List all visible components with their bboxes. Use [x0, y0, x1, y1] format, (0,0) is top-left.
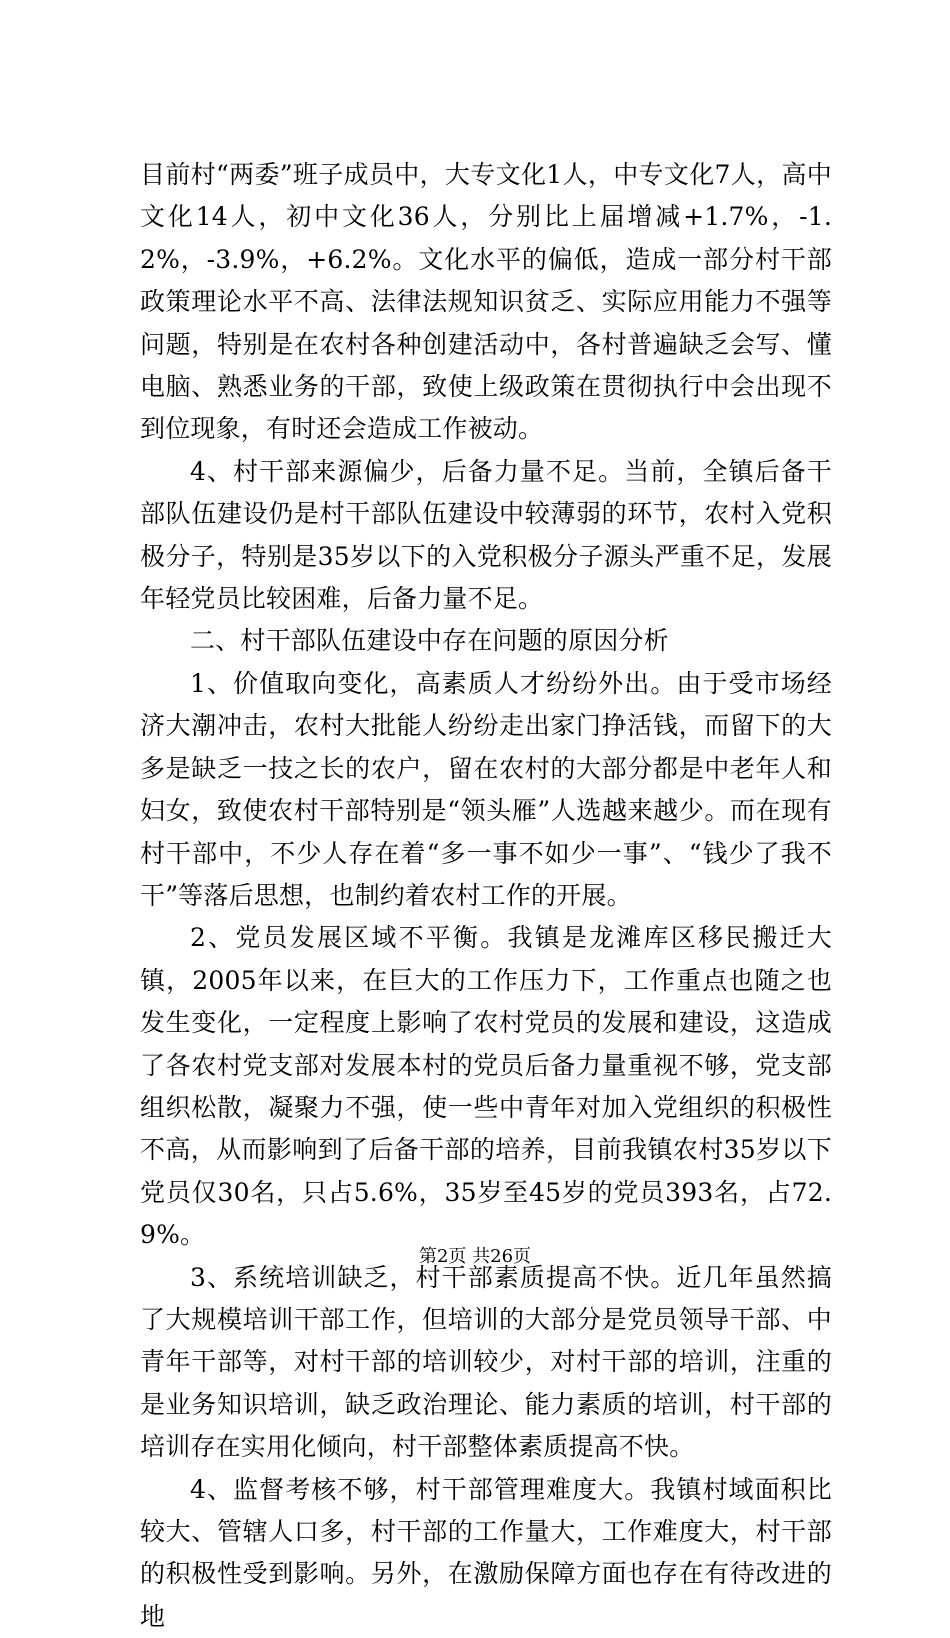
page-number-footer: 第2页 共26页	[418, 1246, 532, 1267]
paragraph-cause-2-party-development: 2、党员发展区域不平衡。我镇是龙滩库区移民搬迁大镇，2005年以来，在巨大的工作压力下，工作重点也随之也发生变化，一定程度上影响了农村党员的发展和建设，这造成了各农村党支部对发展本村的党员后备力量重视不够，党支部组织松散，凝聚力不强，使一些中青年对加入党组织的积极性不高，从而影响到了后备干部的培养，目前我镇农村35岁以下党员仅30名，只占5.6%，35岁至45岁的党员393名，占72.9%。	[140, 923, 832, 1250]
paragraph-cause-4-supervision: 4、监督考核不够，村干部管理难度大。我镇村域面积比较大、管辖人口多，村干部的工作量大，工作难度大，村干部的积极性受到影响。另外，在激励保障方面也存在有待改进的地	[140, 1474, 832, 1631]
document-body	[140, 154, 832, 1638]
paragraph-point-4-cadre-sources: 4、村干部来源偏少，后备力量不足。当前，全镇后备干部队伍建设仍是村干部队伍建设中较薄弱的环节，农村入党积极分子，特别是35岁以下的入党积极分子源头严重不足，发展年轻党员比较困难，后备力量不足。	[140, 456, 832, 614]
paragraph-cause-1-value-orientation: 1、价值取向变化，高素质人才纷纷外出。由于受市场经济大潮冲击，农村大批能人纷纷走出家门挣活钱，而留下的大多是缺乏一技之长的农户，留在农村的大部分都是中老年人和妇女，致使农村干部特别是“领头雁”人选越来越少。而在现有村干部中，不少人存在着“多一事不如少一事”、“钱少了我不干”等落后思想，也制约着农村工作的开展。	[140, 668, 832, 910]
paragraph-cause-3-training: 3、系统培训缺乏，村干部素质提高不快。近几年虽然搞了大规模培训干部工作，但培训的大部分是党员领导干部、中青年干部等，对村干部的培训较少，对村干部的培训，注重的是业务知识培训，缺乏政治理论、能力素质的培训，村干部的培训存在实用化倾向，村干部整体素质提高不快。	[140, 1262, 832, 1462]
section-heading-cause-analysis: 二、村干部队伍建设中存在问题的原因分析	[190, 626, 669, 656]
paragraph-education-levels: 目前村“两委”班子成员中，大专文化1人，中专文化7人，高中文化14人，初中文化36人，分别比上届增减+1.7%，-1.2%，-3.9%，+6.2%。文化水平的偏低，造成一部分村干部政策理论水平不高、法律法规知识贫乏、实际应用能力不强等问题，特别是在农村各种创建活动中，各村普遍缺乏会写、懂电脑、熟悉业务的干部，致使上级政策在贯彻执行中会出现不到位现象，有时还会造成工作被动。	[140, 160, 832, 444]
